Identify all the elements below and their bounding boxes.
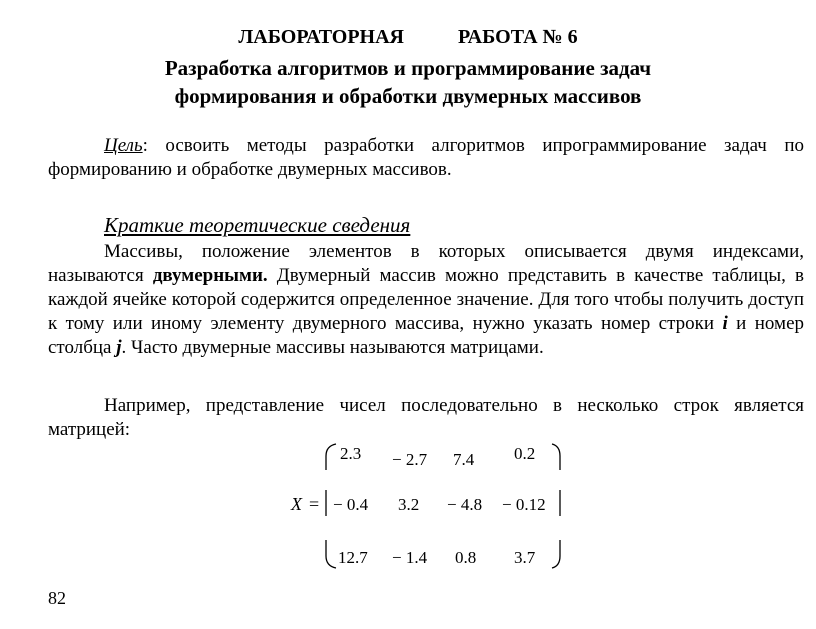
matrix-cell: 3.2 [398,495,420,514]
example-text: Например, представление чисел последовательно в несколько строк является матрицей: [48,395,804,440]
index-j: j [116,337,122,358]
matrix-cell: 2.3 [340,444,362,463]
matrix-cell: 12.7 [338,548,368,567]
matrix-cell: − 0.4 [333,495,369,514]
matrix-cell: − 1.4 [392,548,428,567]
matrix-equals: = [309,494,320,514]
matrix-cell: − 4.8 [447,495,483,514]
theory-text-b: Двумерный массив можно представить в качестве таблицы, в каждой ячейке которой содержится определенное значение. Для того чтобы получить доступ к тому или иному элементу двумерного массива, нужно указать номер строки [48,265,804,334]
theory-text-c: и номер столбца [48,313,805,358]
goal-colon: : [142,135,148,156]
matrix-cell: − 0.12 [502,495,546,514]
index-i: i [722,313,728,334]
theory-heading: Краткие теоретические сведения [104,213,411,237]
page-number: 82 [48,588,66,608]
goal-label: Цель [104,135,143,156]
matrix-cell: 7.4 [453,450,475,469]
matrix-cell: 0.8 [455,548,477,567]
matrix-cell: − 2.7 [392,450,428,469]
theory-bold-term: двумерными. [152,265,268,286]
theory-text-a: Массивы, положение элементов в которых описывается двумя индексами, называются [48,241,804,286]
theory-text-d: . Часто двумерные массивы называются матрицами. [121,337,544,358]
matrix-label: X [291,494,302,514]
lab-title-right: РАБОТА № 6 [457,26,578,48]
goal-text: освоить методы разработки алгоритмов ипрограммирование задач по формированию и обработке двумерных массивов. [48,135,804,180]
matrix-cell: 3.7 [514,548,536,567]
work-title-line1: Разработка алгоритмов и программирование задач [164,56,652,80]
work-title-line2: формирования и обработки двумерных массивов [174,84,642,108]
matrix-cell: 0.2 [514,444,536,463]
lab-title-left: ЛАБОРАТОРНАЯ [238,26,404,48]
